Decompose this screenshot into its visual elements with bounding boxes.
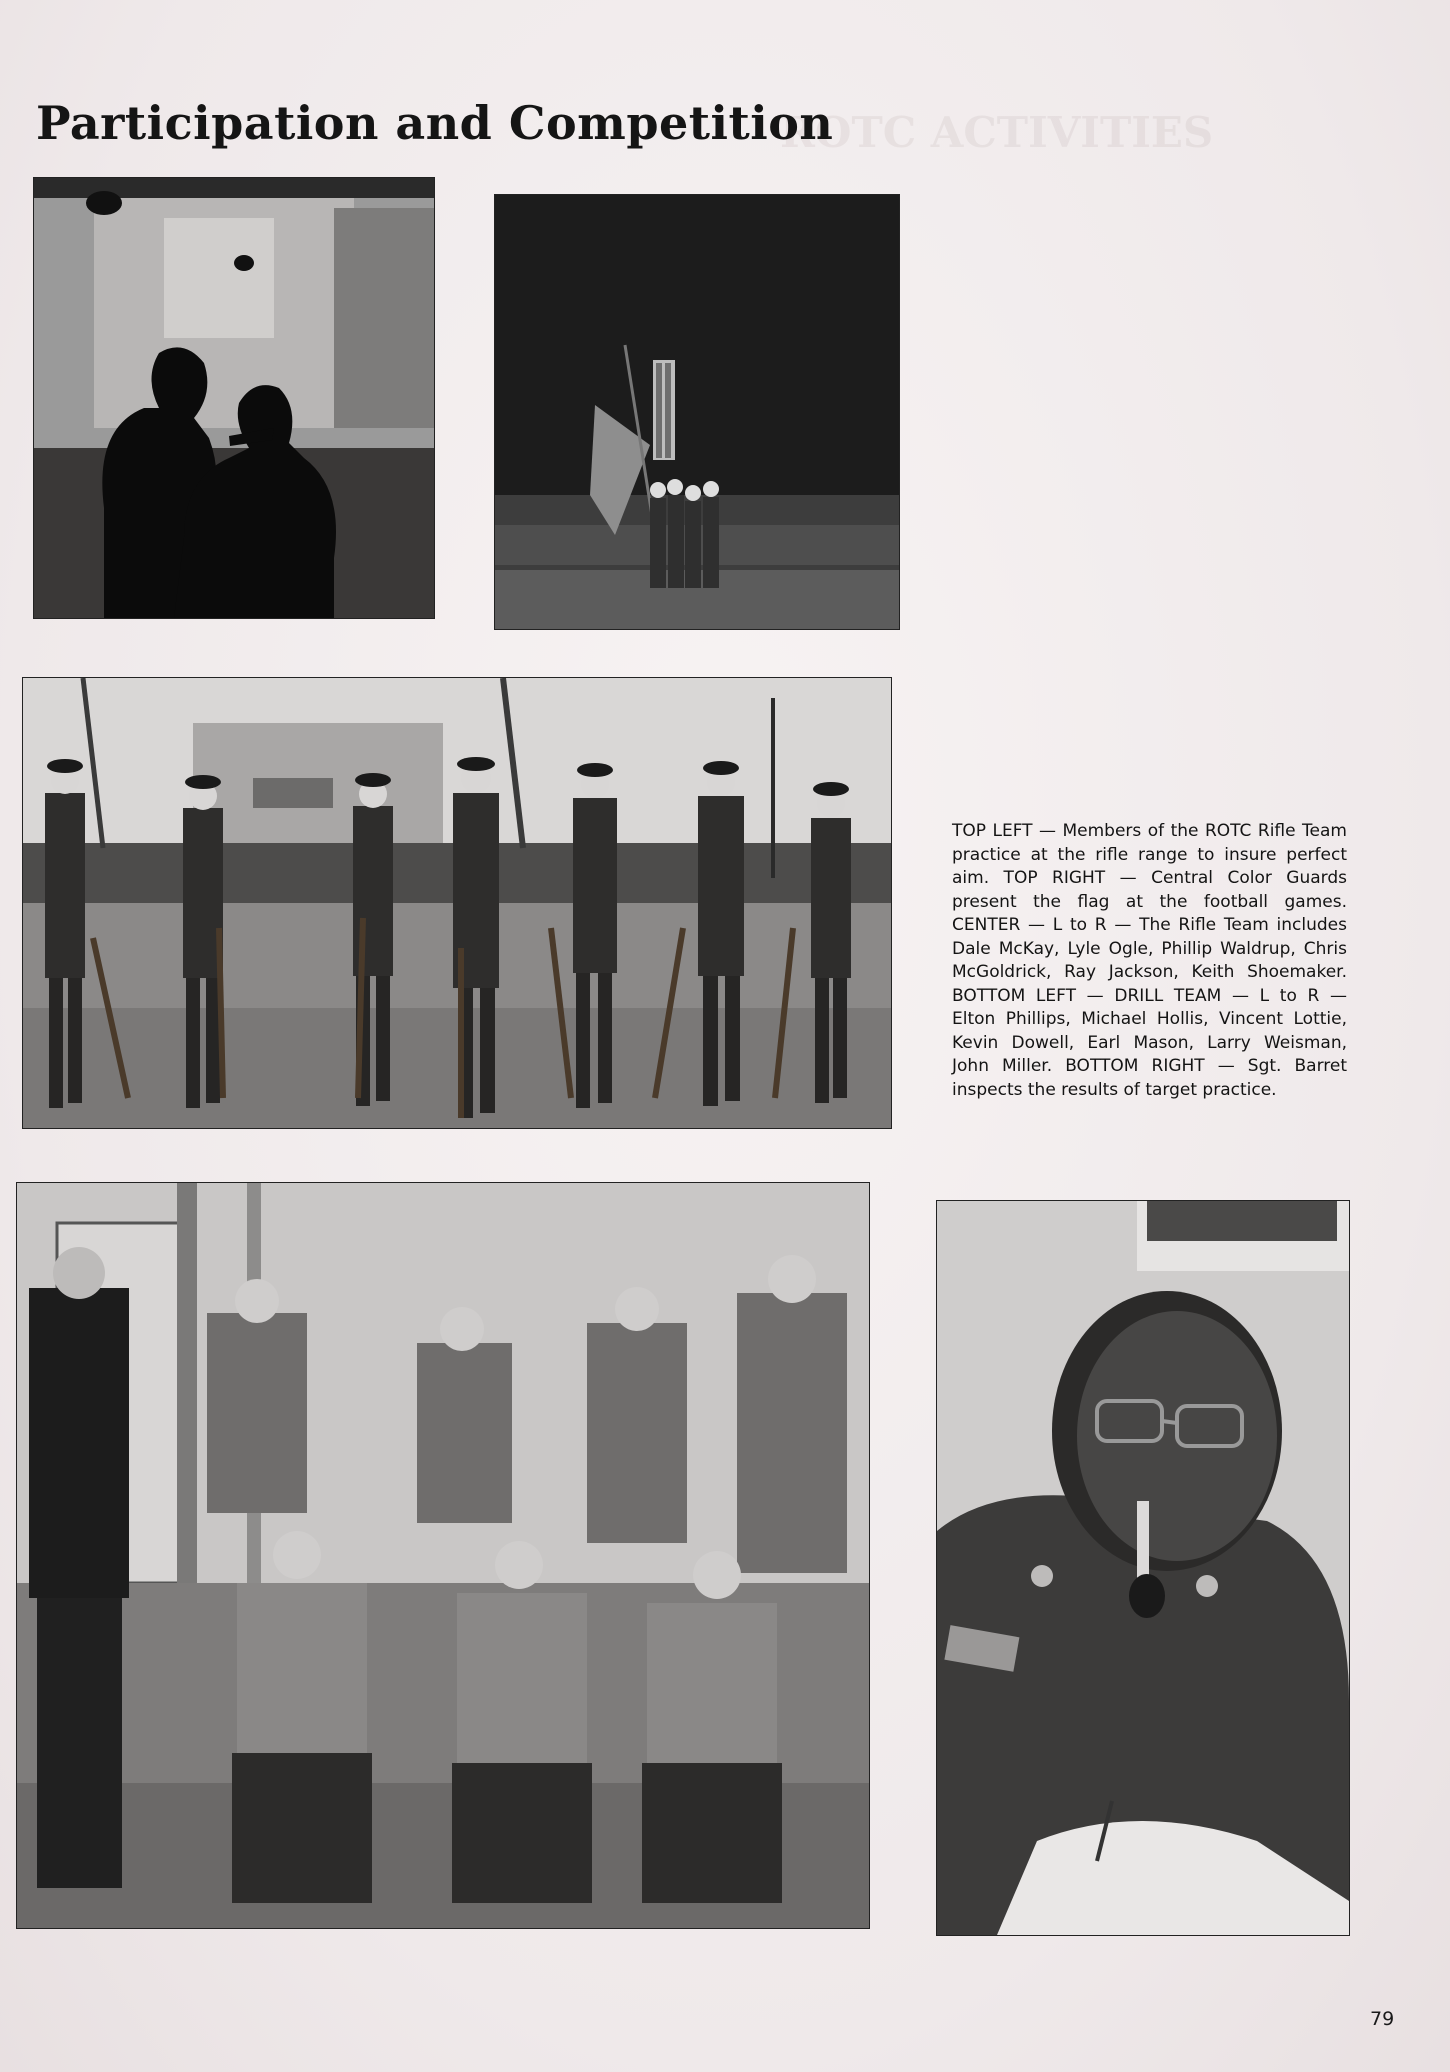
- photo-top-right: [494, 194, 900, 630]
- sgt-barret-portrait-image: [937, 1201, 1349, 1935]
- bleed-through-text: ROTC ACTIVITIES: [780, 108, 1214, 157]
- photo-bottom-left: [16, 1182, 870, 1929]
- photo-caption: TOP LEFT — Members of the ROTC Rifle Team practice at the rifle range to insure perfect aim. TOP RIGHT — Central Color Guards present the flag at the football games. CENTER — L to R — The Rifle Team includes Dale McKay, Lyle Ogle, Phillip Waldrup, Chris McGoldrick, Ray Jackson, Keith Shoemaker. BOTTOM LEFT — DRILL TEAM — L to R — Elton Phillips, Michael Hollis, Vincent Lottie, Kevin Dowell, Earl Mason, Larry Weisman, John Miller. BOTTOM RIGHT — Sgt. Barret inspects the results of target practice.: [952, 821, 1347, 1100]
- rifle-range-silhouette-image: [34, 178, 434, 618]
- rifle-team-group-image: [23, 678, 891, 1128]
- photo-bottom-right: [936, 1200, 1350, 1936]
- color-guard-flag-image: [495, 195, 899, 629]
- photo-center: [22, 677, 892, 1129]
- page-number: 79: [1370, 2008, 1395, 2030]
- photo-top-left: [33, 177, 435, 619]
- page-title: Participation and Competition: [36, 96, 834, 150]
- drill-team-group-image: [17, 1183, 869, 1928]
